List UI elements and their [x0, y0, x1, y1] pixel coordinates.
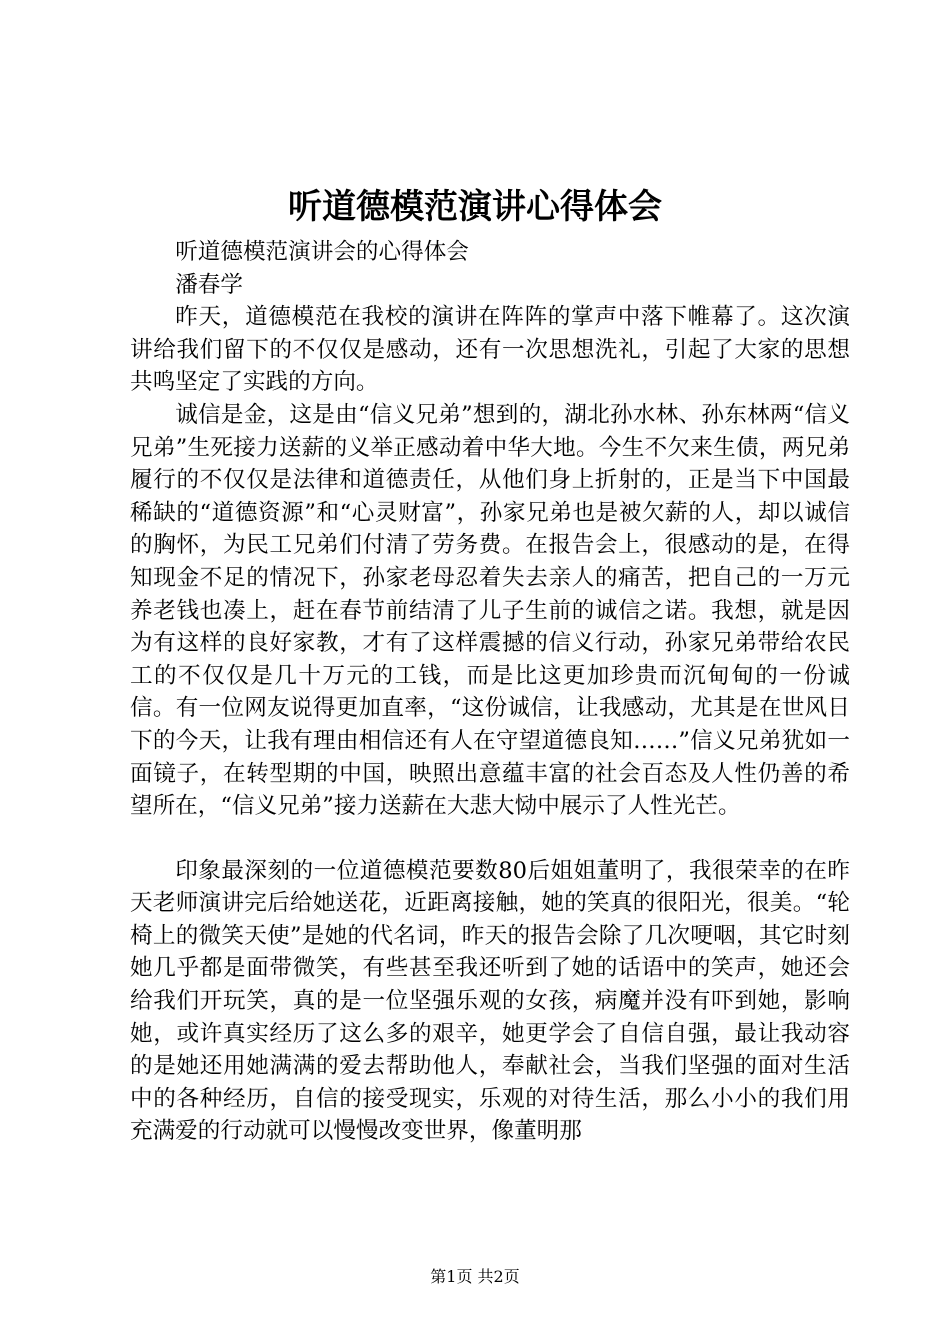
subtitle: 听道德模范演讲会的心得体会 — [175, 239, 469, 265]
paragraph-integrity: 诚信是金，这是由“信义兄弟”想到的，湖北孙水林、孙东林两“信义兄弟”生死接力送薪的义举正感动着中华大地。今生不欠来生债，两兄弟履行的不仅仅是法律和道德责任，从他们身上折射的，正是当下中国最稀缺的“道德资源”和“心灵财富”，孙家兄弟也是被欠薪的人，却以诚信的胸怀，为民工兄弟们付清了劳务费。在报告会上，很感动的是，在得知现金不足的情况下，孙家老母忍着失去亲人的痛苦，把自己的一万元养老钱也凑上，赶在春节前结清了儿子生前的诚信之诺。我想，就是因为有这样的良好家教，才有了这样震撼的信义行动，孙家兄弟带给农民工的不仅仅是几十万元的工钱，而是比这更加珍贵而沉甸甸的一份诚信。有一位网友说得更加直率，“这份诚信，让我感动，尤其是在世风日下的今天，让我有理由相信还有人在守望道德良知……”信义兄弟犹如一面镜子，在转型期的中国，映照出意蕴丰富的社会百态及人性仍善的希望所在，“信义兄弟”接力送薪在大悲大恸中展示了人性光芒。 — [130, 401, 850, 820]
paragraph-intro: 昨天，道德模范在我校的演讲在阵阵的掌声中落下帷幕了。这次演讲给我们留下的不仅仅是感动，还有一次思想洗礼，引起了大家的思想共鸣坚定了实践的方向。 — [130, 304, 850, 396]
document-body — [130, 236, 850, 1148]
page-footer: 第1页 共2页 — [430, 1267, 520, 1286]
author: 潘春学 — [175, 271, 243, 298]
page-title: 听道德模范演讲心得体会 — [288, 187, 662, 227]
paragraph-dongming: 印象最深刻的一位道德模范要数80后姐姐董明了，我很荣幸的在昨天老师演讲完后给她送花，近距离接触，她的笑真的很阳光，很美。“轮椅上的微笑天使”是她的代名词，昨天的报告会除了几次哽咽，其它时刻她几乎都是面带微笑，有些甚至我还听到了她的话语中的笑声，她还会给我们开玩笑，真的是一位坚强乐观的女孩，病魔并没有吓到她，影响她，或许真实经历了这么多的艰辛，她更学会了自信自强，最让我动容的是她还用她满满的爱去帮助他人，奉献社会，当我们坚强的面对生活中的各种经历，自信的接受现实，乐观的对待生活，那么小小的我们用充满爱的行动就可以慢慢改变世界，像董明那 — [130, 857, 850, 1145]
